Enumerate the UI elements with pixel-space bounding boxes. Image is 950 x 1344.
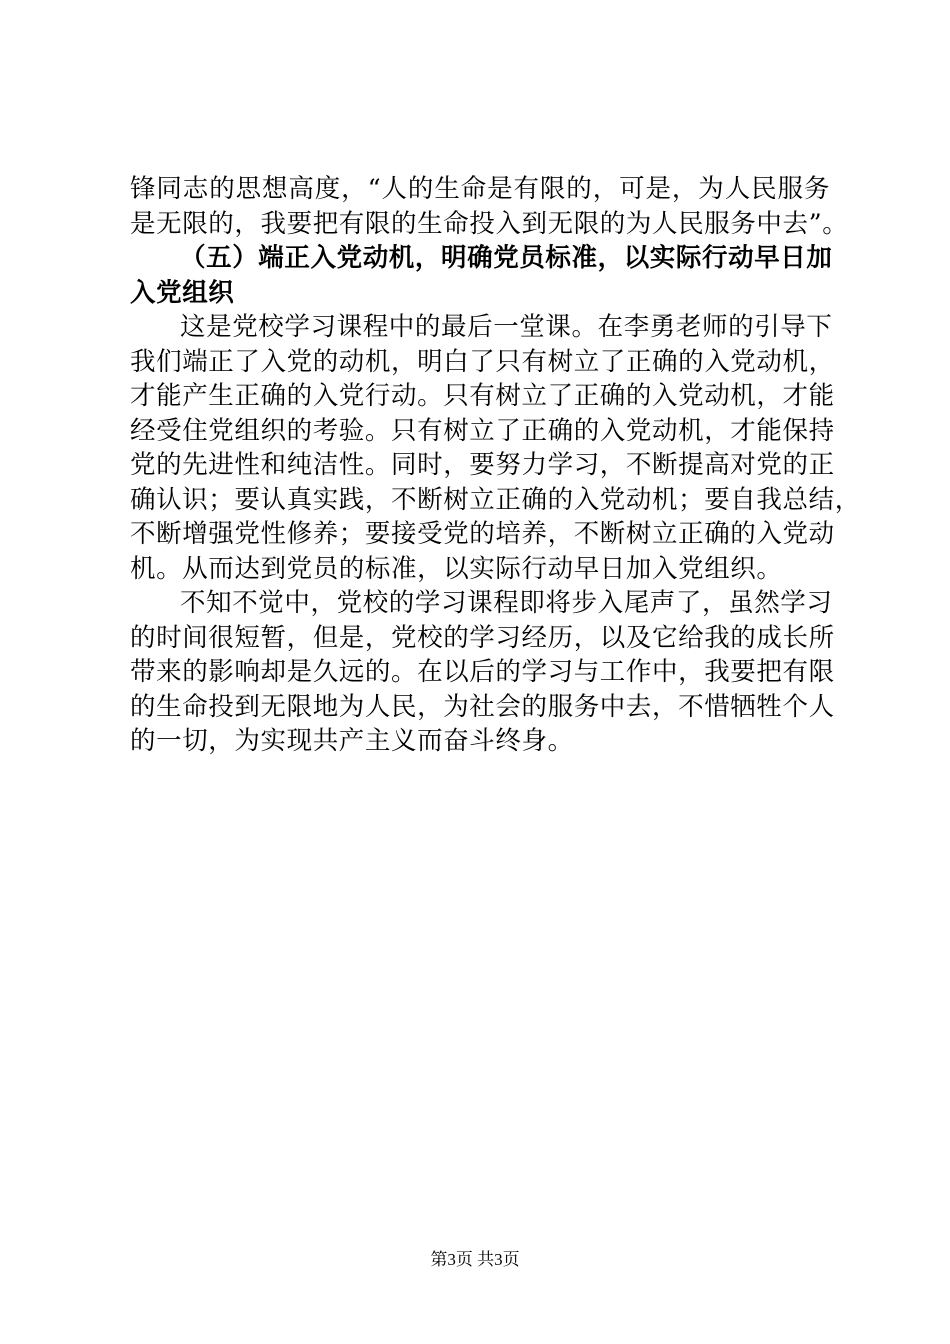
paragraph-line: 不断增强党性修养；要接受党的培养，不断树立正确的入党动 (130, 519, 835, 549)
paragraph-line: 不知不觉中，党校的学习课程即将步入尾声了，虽然学习 (180, 588, 833, 618)
paragraph-line: 的生命投到无限地为人民，为社会的服务中去，不惜牺牲个人 (130, 691, 835, 722)
section-heading: 入党组织 (130, 277, 235, 308)
paragraph-line: 是无限的，我要把有限的生命投入到无限的为人民服务中去”。 (130, 208, 849, 239)
paragraph-line: 这是党校学习课程中的最后一堂课。在李勇老师的引导下 (180, 312, 833, 342)
paragraph-line: 的时间很短暂，但是，党校的学习经历，以及它给我的成长所 (130, 622, 835, 653)
paragraph-line: 经受住党组织的考验。只有树立了正确的入党动机，才能保持 (130, 415, 835, 446)
paragraph-line: 带来的影响却是久远的。在以后的学习与工作中，我要把有限 (130, 657, 835, 687)
paragraph-line: 才能产生正确的入党行动。只有树立了正确的入党动机，才能 (130, 381, 835, 411)
document-body (130, 172, 861, 759)
paragraph-line: 我们端正了入党的动机，明白了只有树立了正确的入党动机， (130, 346, 835, 377)
paragraph-line: 党的先进性和纯洁性。同时，要努力学习，不断提高对党的正 (130, 450, 835, 480)
paragraph-line: 锋同志的思想高度，“人的生命是有限的，可是，为人民服务 (130, 174, 830, 204)
page-number-footer: 第3页 共3页 (430, 1250, 520, 1269)
paragraph-line: 确认识；要认真实践，不断树立正确的入党动机；要自我总结， (130, 484, 861, 515)
paragraph-line: 机。从而达到党员的标准，以实际行动早日加入党组织。 (130, 553, 783, 584)
paragraph-line: 的一切，为实现共产主义而奋斗终身。 (130, 726, 574, 756)
section-heading: （五）端正入党动机，明确党员标准，以实际行动早日加 (180, 243, 833, 273)
